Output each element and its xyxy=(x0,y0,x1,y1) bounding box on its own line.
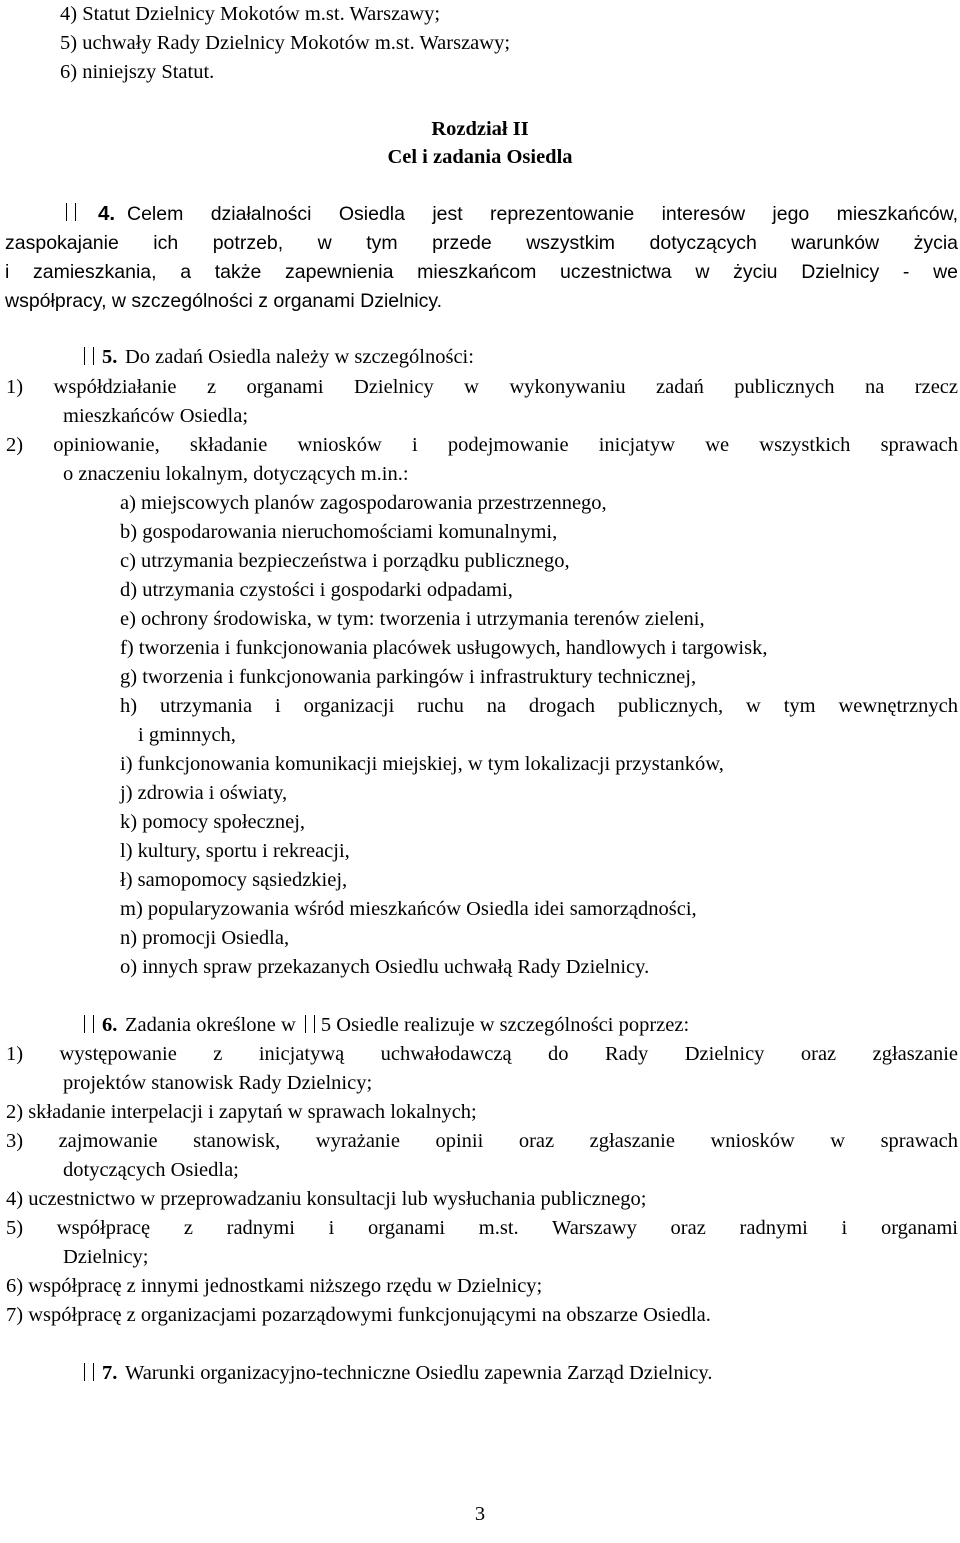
sub-item: c) utrzymania bezpieczeństwa i porządku publicznego, xyxy=(120,550,570,572)
list-item: 1) występowanie z inicjatywą uchwałodawczą do Rady Dzielnicy oraz zgłaszanie xyxy=(6,1043,958,1065)
chapter-title: Cel i zadania Osiedla xyxy=(387,146,573,168)
paragraph-line: współpracy, w szczególności z organami Dzielnicy. xyxy=(5,290,443,312)
paragraph-line: zaspokajanie ich potrzeb, w tym przede wszystkim dotyczących warunków życia xyxy=(5,232,958,254)
list-item: 2) składanie interpelacji i zapytań w sprawach lokalnych; xyxy=(6,1101,477,1123)
page-number: 3 xyxy=(474,1503,486,1525)
sub-item: f) tworzenia i funkcjonowania placówek usługowych, handlowych i targowisk, xyxy=(120,637,768,659)
sub-item: o) innych spraw przekazanych Osiedlu uchwałą Rady Dzielnicy. xyxy=(120,956,650,978)
paragraph-line: i zamieszkania, a także zapewnienia mieszkańcom uczestnictwa w życiu Dzielnicy - we xyxy=(5,261,958,283)
list-item: 4) uczestnictwo w przeprowadzaniu konsultacji lub wysłuchania publicznego; xyxy=(6,1188,647,1210)
paragraph-intro: Do zadań Osiedla należy w szczególności: xyxy=(125,346,474,368)
section-sign-icon xyxy=(303,1013,315,1035)
section-sign-icon xyxy=(82,343,104,371)
section-sign-icon xyxy=(82,1359,104,1387)
paragraph-text: Warunki organizacyjno-techniczne Osiedlu zapewnia Zarząd Dzielnicy. xyxy=(125,1362,713,1384)
list-item-continuation: Dzielnicy; xyxy=(63,1246,149,1268)
sub-item: i) funkcjonowania komunikacji miejskiej, w tym lokalizacji przystanków, xyxy=(120,753,724,775)
sub-item: m) popularyzowania wśród mieszkańców Osiedla idei samorządności, xyxy=(120,898,697,920)
section-sign-icon xyxy=(82,1011,104,1039)
paragraph-number: 4. xyxy=(98,202,116,225)
sub-item: l) kultury, sportu i rekreacji, xyxy=(120,840,350,862)
sub-item: g) tworzenia i funkcjonowania parkingów i infrastruktury technicznej, xyxy=(120,666,697,688)
sub-item: h) utrzymania i organizacji ruchu na drogach publicznych, w tym wewnętrznych xyxy=(120,695,958,717)
sub-item: e) ochrony środowiska, w tym: tworzenia i utrzymania terenów zieleni, xyxy=(120,608,705,630)
sub-item-continuation: i gminnych, xyxy=(138,724,236,746)
list-item-continuation: mieszkańców Osiedla; xyxy=(63,405,249,427)
list-item: 5) uchwały Rady Dzielnicy Mokotów m.st. Warszawy; xyxy=(60,32,511,54)
section-sign-icon xyxy=(64,200,86,228)
list-item: 4) Statut Dzielnicy Mokotów m.st. Warszawy; xyxy=(60,3,441,25)
paragraph-intro: Zadania określone w 5 Osiedle realizuje w szczególności poprzez: xyxy=(125,1014,690,1036)
list-item: 6) niniejszy Statut. xyxy=(60,61,215,83)
sub-item: n) promocji Osiedla, xyxy=(120,927,290,949)
list-item: 5) współpracę z radnymi i organami m.st. Warszawy oraz radnymi i organami xyxy=(6,1217,958,1239)
sub-item: j) zdrowia i oświaty, xyxy=(120,782,288,804)
list-item-continuation: dotyczących Osiedla; xyxy=(63,1159,239,1181)
list-item: 6) współpracę z innymi jednostkami niższego rzędu w Dzielnicy; xyxy=(6,1275,543,1297)
list-item-continuation: o znaczeniu lokalnym, dotyczących m.in.: xyxy=(63,463,409,485)
paragraph-line: Celem działalności Osiedla jest reprezentowanie interesów jego mieszkańców, xyxy=(127,203,958,225)
sub-item: ł) samopomocy sąsiedzkiej, xyxy=(120,869,348,891)
paragraph-number: 6. xyxy=(102,1014,118,1036)
paragraph-number: 7. xyxy=(102,1362,118,1384)
list-item: 7) współpracę z organizacjami pozarządowymi funkcjonującymi na obszarze Osiedla. xyxy=(6,1304,711,1326)
chapter-number: Rozdział II xyxy=(431,118,529,140)
paragraph-number: 5. xyxy=(102,346,118,368)
sub-item: b) gospodarowania nieruchomościami komunalnymi, xyxy=(120,521,558,543)
list-item: 3) zajmowanie stanowisk, wyrażanie opinii oraz zgłaszanie wniosków w sprawach xyxy=(6,1130,958,1152)
sub-item: a) miejscowych planów zagospodarowania przestrzennego, xyxy=(120,492,607,514)
sub-item: d) utrzymania czystości i gospodarki odpadami, xyxy=(120,579,513,601)
list-item-continuation: projektów stanowisk Rady Dzielnicy; xyxy=(63,1072,373,1094)
list-item: 2) opiniowanie, składanie wniosków i podejmowanie inicjatyw we wszystkich sprawach xyxy=(6,434,958,456)
sub-item: k) pomocy społecznej, xyxy=(120,811,306,833)
list-item: 1) współdziałanie z organami Dzielnicy w wykonywaniu zadań publicznych na rzecz xyxy=(6,376,958,398)
